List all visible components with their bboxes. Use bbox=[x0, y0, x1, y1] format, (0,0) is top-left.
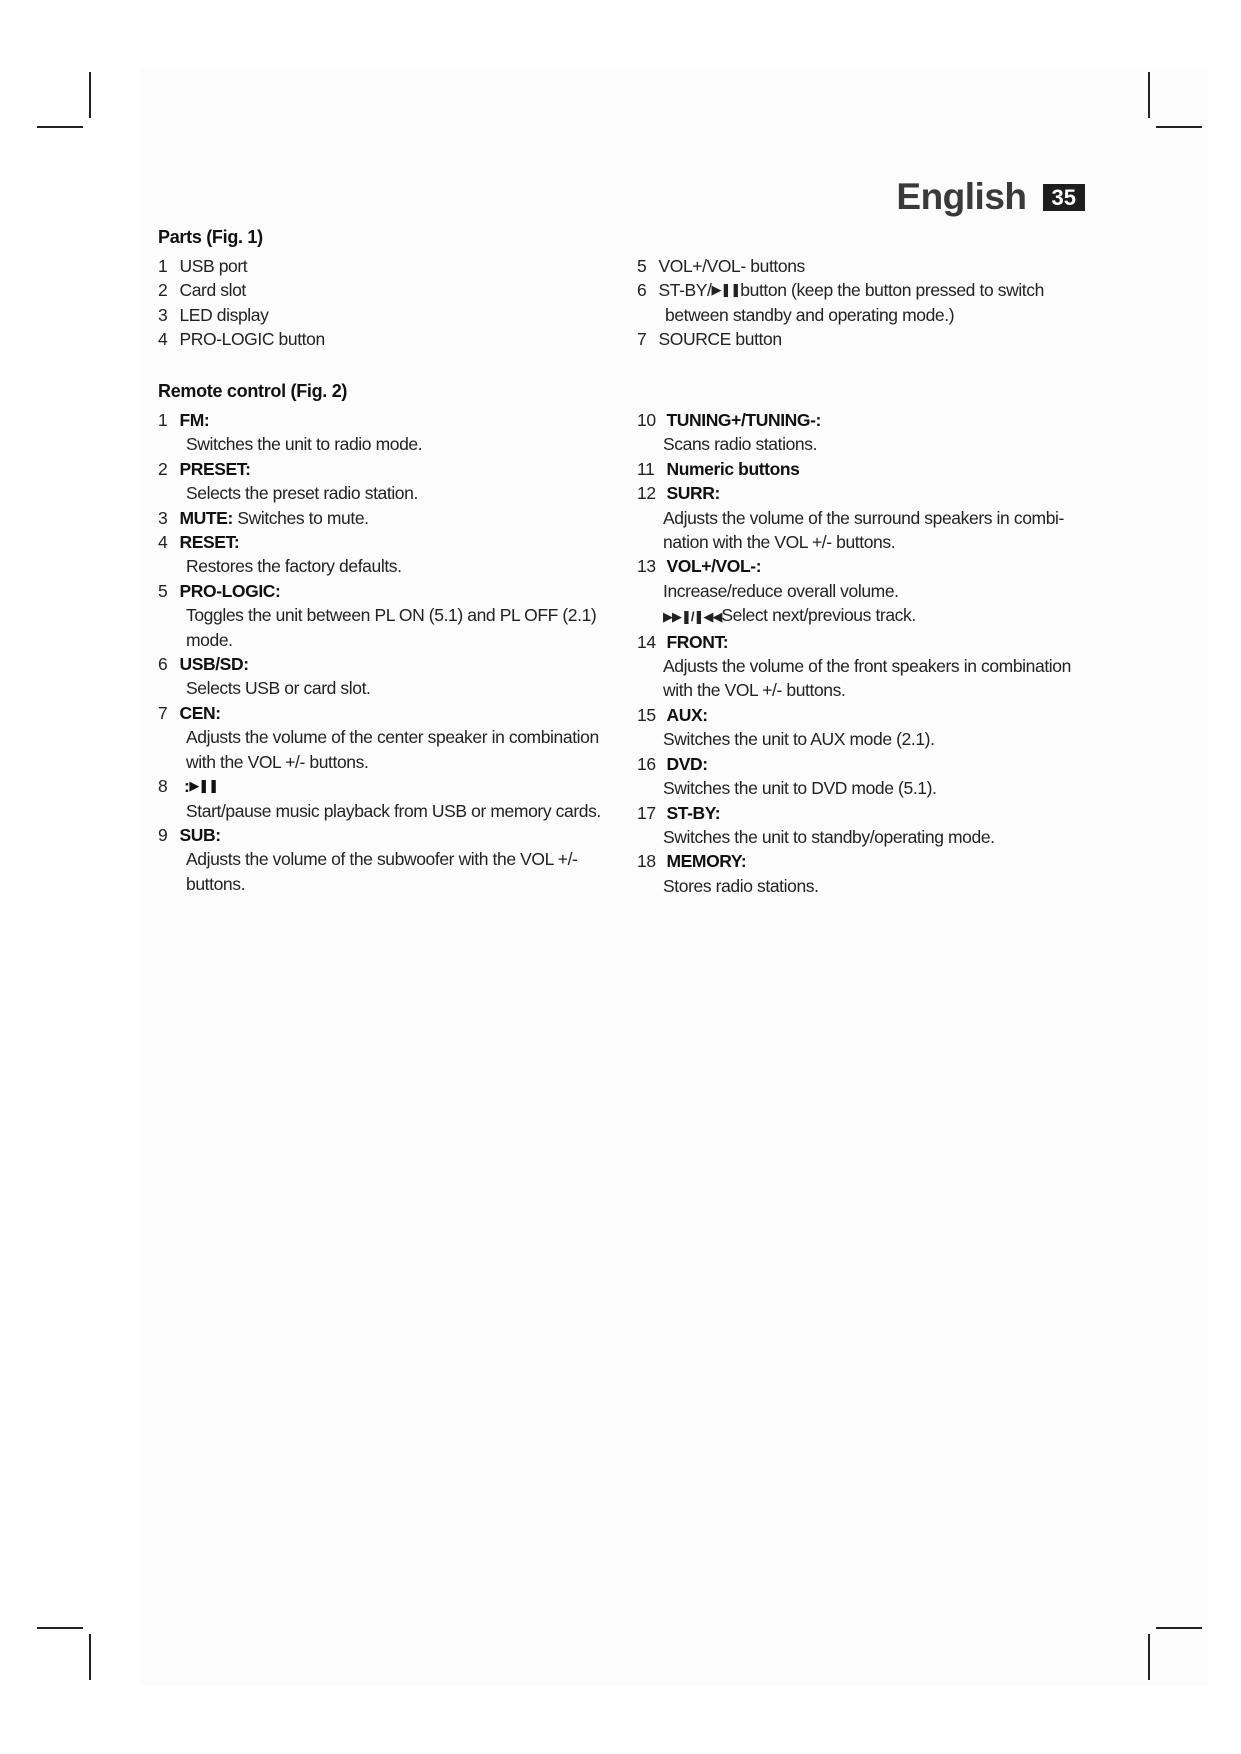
item-description: mode. bbox=[186, 629, 233, 650]
list-item: 2 PRESET: bbox=[158, 458, 251, 479]
list-item: 3 LED display bbox=[158, 304, 269, 325]
crop-mark-top-right-v bbox=[1148, 72, 1150, 118]
list-item: 10 TUNING+/TUNING-: bbox=[637, 410, 821, 430]
list-item: 4 RESET: bbox=[158, 532, 240, 553]
list-item: 9 SUB: bbox=[158, 824, 221, 845]
list-item: 3 MUTE: Switches to mute. bbox=[158, 507, 369, 528]
list-item: 7 CEN: bbox=[158, 702, 221, 723]
item-description: with the VOL +/- buttons. bbox=[186, 751, 369, 772]
remote-list-right bbox=[637, 408, 1087, 898]
list-item: 12 SURR: bbox=[637, 483, 720, 504]
item-description: Switches the unit to standby/operating mode. bbox=[663, 826, 995, 847]
list-item: 17 ST-BY: bbox=[637, 802, 721, 823]
list-item: 1 FM: bbox=[158, 410, 210, 430]
parts-list-right bbox=[637, 254, 1087, 352]
list-item-continuation: between standby and operating mode.) bbox=[665, 304, 955, 325]
crop-mark-bottom-left-h bbox=[37, 1627, 83, 1629]
next-previous-icon: ▶▶❚/❚◀◀ bbox=[663, 609, 722, 625]
crop-mark-bottom-right-h bbox=[1156, 1627, 1202, 1629]
item-description: Adjusts the volume of the front speakers in combination bbox=[663, 656, 1071, 677]
list-item: 1 USB port bbox=[158, 256, 248, 276]
play-pause-icon: ▶❚❚ bbox=[189, 778, 219, 794]
item-description: nation with the VOL +/- buttons. bbox=[663, 532, 896, 553]
item-description: with the VOL +/- buttons. bbox=[663, 680, 846, 701]
crop-mark-bottom-right-v bbox=[1148, 1634, 1150, 1680]
list-item: 6 ST-BY/ ▶❚❚ button (keep the button pressed to switch bbox=[637, 278, 1087, 302]
item-description: Selects the preset radio station. bbox=[186, 483, 418, 504]
item-description: Toggles the unit between PL ON (5.1) and PL OFF (2.1) bbox=[186, 605, 597, 626]
list-item: 11 Numeric buttons bbox=[637, 458, 800, 479]
list-item: 5 PRO-LOGIC: bbox=[158, 580, 281, 601]
language-label: English bbox=[896, 176, 1027, 217]
item-description: Start/pause music playback from USB or memory cards. bbox=[186, 800, 601, 821]
item-description: Stores radio stations. bbox=[663, 875, 819, 896]
remote-title: Remote control (Fig. 2) bbox=[158, 381, 348, 401]
list-item: 13 VOL+/VOL-: bbox=[637, 556, 762, 577]
list-item: 6 USB/SD: bbox=[158, 654, 249, 675]
list-item: 4 PRO-LOGIC button bbox=[158, 329, 325, 350]
list-item: 14 FRONT: bbox=[637, 631, 729, 652]
item-description: Switches the unit to radio mode. bbox=[186, 434, 423, 455]
list-item: 15 AUX: bbox=[637, 704, 708, 725]
parts-list-left bbox=[158, 254, 618, 352]
page-number: 35 bbox=[1043, 184, 1085, 211]
crop-mark-top-left-h bbox=[37, 126, 83, 128]
list-item: 5 VOL+/VOL- buttons bbox=[637, 256, 805, 276]
crop-mark-bottom-left-v bbox=[89, 1634, 91, 1680]
list-item: 16 DVD: bbox=[637, 753, 708, 774]
item-description: Selects USB or card slot. bbox=[186, 678, 371, 699]
item-description: Adjusts the volume of the center speaker in combination bbox=[186, 727, 599, 748]
parts-title: Parts (Fig. 1) bbox=[158, 227, 263, 247]
item-description: buttons. bbox=[186, 873, 246, 894]
crop-mark-top-left-v bbox=[89, 72, 91, 118]
crop-mark-top-right-h bbox=[1156, 126, 1202, 128]
item-description: Restores the factory defaults. bbox=[186, 556, 402, 577]
list-item: 8 : ▶❚❚ bbox=[158, 774, 618, 798]
item-description: Adjusts the volume of the subwoofer with the VOL +/- bbox=[186, 849, 578, 870]
item-description: ▶▶❚/❚◀◀Select next/previous track. bbox=[663, 605, 916, 626]
remote-list-left bbox=[158, 408, 618, 896]
list-item: 18 MEMORY: bbox=[637, 851, 747, 872]
item-description: Increase/reduce overall volume. bbox=[663, 580, 899, 601]
item-description: Adjusts the volume of the surround speakers in combi- bbox=[663, 507, 1064, 528]
item-description: Scans radio stations. bbox=[663, 434, 818, 455]
item-description: Switches the unit to DVD mode (5.1). bbox=[663, 778, 937, 799]
item-description: Switches the unit to AUX mode (2.1). bbox=[663, 729, 935, 750]
list-item: 7 SOURCE button bbox=[637, 329, 782, 350]
page-header bbox=[896, 176, 1085, 218]
list-item: 2 Card slot bbox=[158, 280, 246, 301]
play-pause-icon: ▶❚❚ bbox=[711, 282, 741, 298]
